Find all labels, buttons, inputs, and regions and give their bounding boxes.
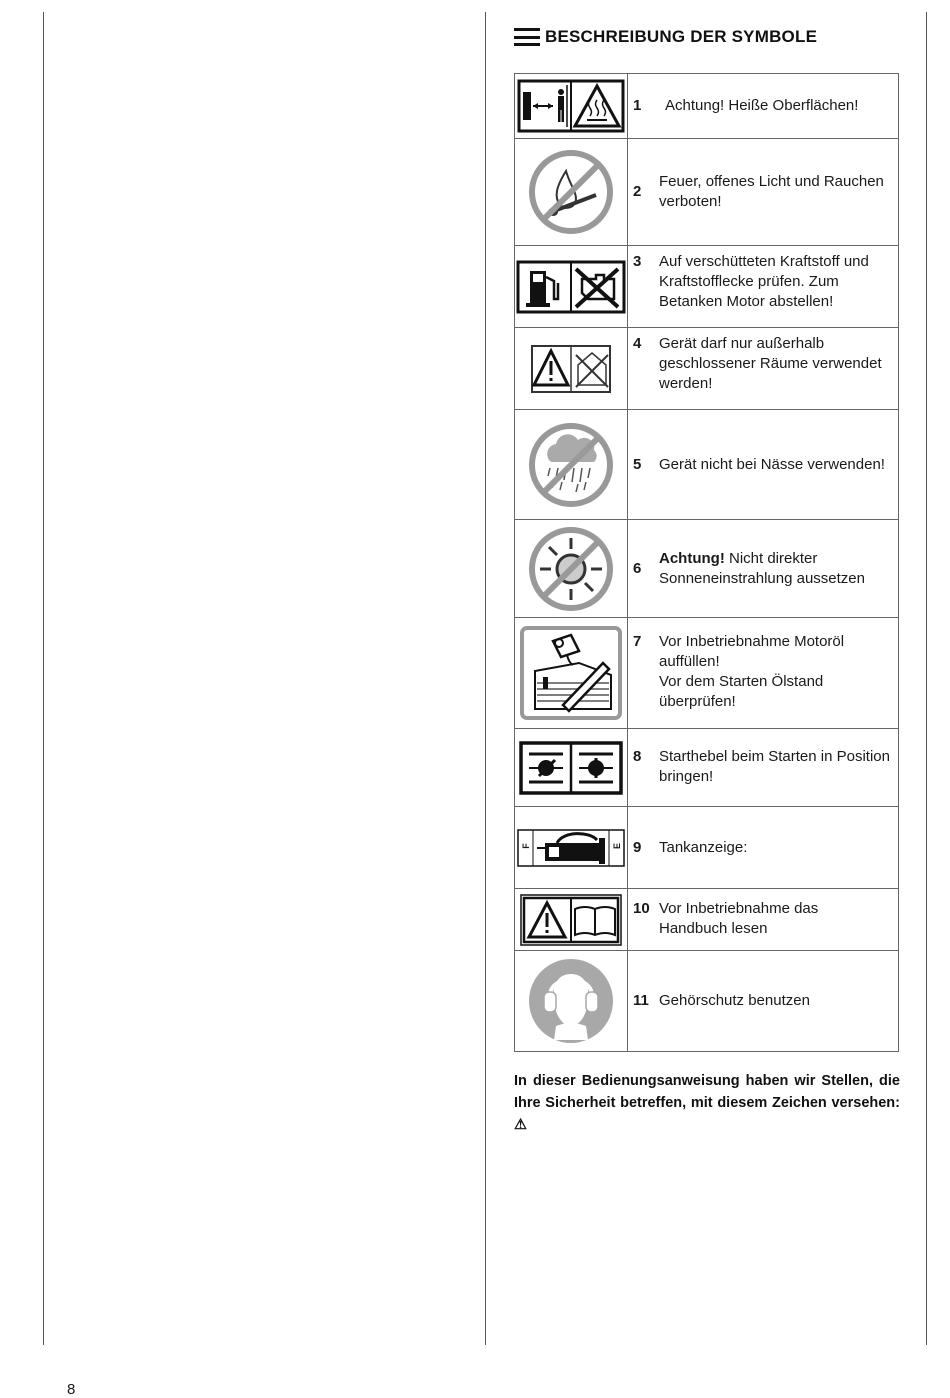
symbol-row-1: [515, 74, 898, 139]
symbol-row-10: [515, 889, 898, 951]
symbol-number: 5: [633, 455, 642, 473]
symbol-text-cell: [628, 889, 898, 950]
symbol-description: Starthebel beim Starten in Position bringen!: [659, 748, 890, 785]
no-sunlight-icon: [515, 520, 628, 617]
symbol-description: Gehörschutz benutzen: [659, 992, 810, 1009]
symbol-description: Gerät darf nur außerhalb geschlossener Räume verwendet werden!: [659, 335, 882, 392]
symbol-text-cell: [628, 246, 898, 327]
symbol-description: Gerät nicht bei Nässe verwenden!: [659, 455, 885, 473]
symbol-number: 10: [633, 900, 650, 917]
symbol-description-rest: Nicht direkter Sonneneinstrahlung aussetzen: [659, 549, 865, 587]
symbol-description-line: Vor Inbetriebnahme Motoröl auffüllen!: [659, 633, 845, 670]
symbol-row-11: [515, 951, 898, 1052]
symbol-number: 1: [633, 97, 642, 114]
section-marker-icon: [514, 28, 540, 46]
symbol-text-cell: [628, 618, 898, 728]
symbol-row-9: [515, 807, 898, 889]
oil-fill-icon: [515, 618, 628, 728]
symbol-description: [659, 632, 890, 712]
symbol-row-2: [515, 139, 898, 246]
hot-surface-warning-icon: [515, 74, 628, 138]
symbol-text-cell: [628, 139, 898, 245]
symbol-text-cell: [628, 729, 898, 806]
symbol-description: Feuer, offenes Licht und Rauchen verboten!: [659, 173, 884, 210]
symbol-text-cell: [628, 807, 898, 888]
section-header: [514, 27, 817, 47]
symbol-row-8: [515, 729, 898, 807]
no-open-flame-icon: [515, 139, 628, 245]
symbol-description: Tankanzeige:: [659, 838, 748, 856]
symbol-number: 3: [633, 253, 642, 270]
symbol-row-7: [515, 618, 898, 729]
read-manual-icon: [515, 889, 628, 950]
column-divider-left: [43, 12, 44, 1345]
no-rain-icon: [515, 410, 628, 519]
symbol-description-emphasis: Achtung!: [659, 549, 725, 567]
symbol-description: [659, 549, 890, 589]
outdoor-use-only-icon: [515, 328, 628, 409]
fuel-gauge-icon: [515, 807, 628, 888]
column-divider-middle: [485, 12, 486, 1345]
symbol-row-5: [515, 410, 898, 520]
symbol-number: 4: [633, 335, 642, 352]
symbol-description-line: Vor dem Starten Ölstand überprüfen!: [659, 673, 824, 710]
refuel-engine-off-icon: [515, 246, 628, 327]
symbol-table: [514, 73, 899, 1052]
symbol-number: 6: [633, 559, 642, 577]
section-title: BESCHREIBUNG DER SYMBOLE: [545, 27, 818, 46]
symbol-description: Vor Inbetriebnahme das Handbuch lesen: [659, 900, 819, 937]
symbol-number: 7: [633, 633, 642, 650]
start-lever-icon: [515, 729, 628, 806]
symbol-description: Auf verschütteten Kraftstoff und Kraftstofflecke prüfen. Zum Betanken Motor abstellen!: [659, 253, 869, 310]
symbol-row-3: [515, 246, 898, 328]
symbol-number: 2: [633, 183, 642, 200]
symbol-number: 9: [633, 838, 642, 856]
symbol-description: Achtung! Heiße Oberflächen!: [665, 97, 859, 114]
symbol-text-cell: [628, 328, 898, 409]
symbol-row-6: [515, 520, 898, 618]
page-number: 8: [67, 1381, 76, 1398]
gauge-full-label: F: [520, 843, 531, 849]
symbol-text-cell: [628, 951, 898, 1051]
symbol-text-cell: [628, 520, 898, 617]
symbol-row-4: [515, 328, 898, 410]
safety-note: In dieser Bedienungsanweisung haben wir Stellen, die Ihre Sicherheit betreffen, mit diesem Zeichen versehen: ⚠: [514, 1073, 900, 1133]
symbol-text-cell: [628, 410, 898, 519]
gauge-empty-label: E: [611, 842, 622, 850]
symbol-text-cell: [628, 74, 898, 138]
symbol-number: 11: [633, 992, 649, 1009]
symbol-number: 8: [633, 748, 642, 765]
hearing-protection-icon: [515, 951, 628, 1051]
column-divider-right: [926, 12, 927, 1345]
